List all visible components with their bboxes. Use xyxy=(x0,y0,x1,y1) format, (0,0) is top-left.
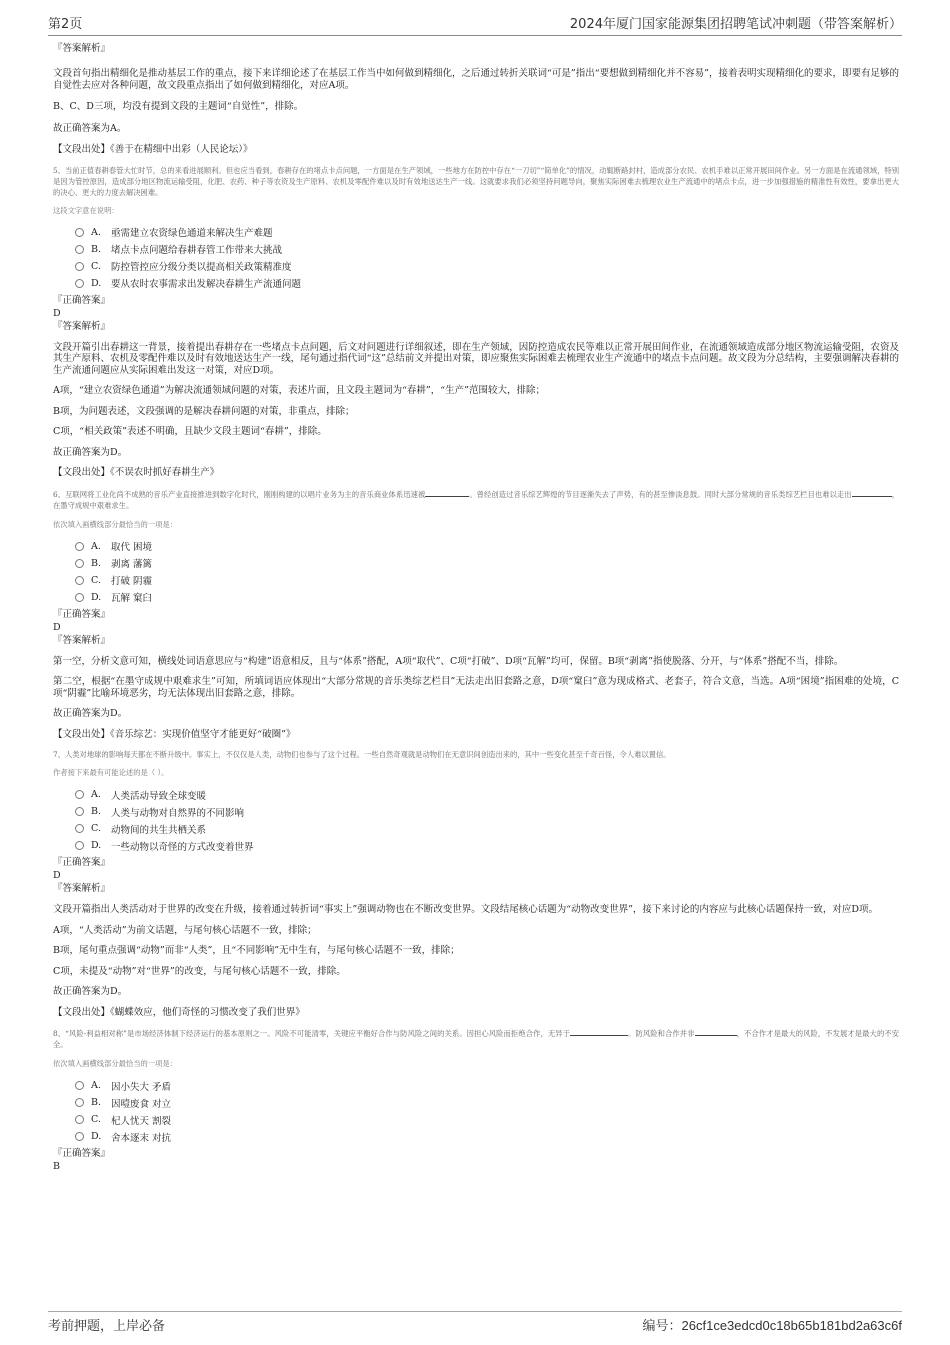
analysis-paragraph: 文段首句指出精细化是推动基层工作的重点，接下来详细论述了在基层工作当中如何做到精细化，之后通过转折关联词“可是”指出“要想做到精细化并不容易”，接着表明实现精细化的要求，即要有足够的自觉性去应对各种问题，故文段重点指出了如何做到精细化，对应A项。 xyxy=(53,68,899,91)
radio-button[interactable] xyxy=(75,1081,84,1090)
answer-label: 『正确答案』 xyxy=(53,857,111,868)
answer-value: B xyxy=(53,1161,60,1172)
option-a[interactable]: A. 亟需建立农资绿色通道来解决生产难题 xyxy=(75,224,899,241)
analysis-paragraph: 第二空，根据“在墨守成规中艰难求生”可知，所填词语应体现出“大部分常规的音乐类综艺栏目”无法走出旧套路之意，D项“窠臼”意为现成格式、老套子，符合文意，当选。A项“困境”指困难的处境，C项“阴霾”比喻环境恶劣，均无法体现出旧套路之意，排除。 xyxy=(53,676,899,699)
page-content xyxy=(53,42,899,1173)
option-b[interactable]: B. 因噎废食 对立 xyxy=(75,1094,899,1111)
radio-button[interactable] xyxy=(75,807,84,816)
source-citation: 【文段出处】《蝴蝶效应，他们奇怪的习惯改变了我们世界》 xyxy=(53,1006,305,1018)
question-prompt: 作者接下来最有可能论述的是（ ）。 xyxy=(53,768,169,777)
answer-value: D xyxy=(53,870,61,881)
analysis-paragraph: B、C、D三项，均没有提到文段的主题词“自觉性”，排除。 xyxy=(53,101,304,112)
option-list xyxy=(75,1077,899,1145)
answer-label: 『正确答案』 xyxy=(53,294,111,306)
radio-button[interactable] xyxy=(75,1098,84,1107)
fill-blank xyxy=(425,488,469,497)
analysis-conclusion: 故正确答案为D。 xyxy=(53,986,128,997)
radio-button[interactable] xyxy=(75,245,84,254)
option-d[interactable]: D. 舍本逐末 对抗 xyxy=(75,1128,899,1145)
analysis-paragraph: 文段开篇引出春耕这一背景，接着提出春耕存在一些堵点卡点问题，后文对问题进行详细叙述，即在生产领域，因防控造成农民等难以正常开展田间作业，在流通领域造成部分地区物流运输受阻，农资及其生产原料、农机及零配件难以及时有效地送达生产一线，尾句通过指代词“这”总结前文并提出对策，即应聚焦实际困难去梳理农业生产流通中的堵点卡点问题。故文段为分总结构，主要强调解决春耕的生产流通问题应从实际困难出发这一对策，对应D项。 xyxy=(53,341,899,376)
answer-value: D xyxy=(53,621,61,633)
option-c[interactable]: C. 打破 阴霾 xyxy=(75,572,899,589)
answer-label: 『正确答案』 xyxy=(53,1148,111,1159)
radio-button[interactable] xyxy=(75,1132,84,1141)
radio-button[interactable] xyxy=(75,841,84,850)
option-b[interactable]: B. 剥离 藩篱 xyxy=(75,555,899,572)
page-footer xyxy=(48,1311,902,1334)
option-a[interactable]: A. 人类活动导致全球变暖 xyxy=(75,786,899,803)
source-citation: 【文段出处】《善于在精细中出彩（人民论坛）》 xyxy=(53,144,253,155)
fill-blank xyxy=(695,1027,737,1036)
option-c[interactable]: C. 动物间的共生共栖关系 xyxy=(75,820,899,837)
page-header xyxy=(48,10,902,36)
analysis-label: 『答案解析』 xyxy=(53,883,111,894)
question-prompt: 依次填入画横线部分最恰当的一项是： xyxy=(53,1059,178,1068)
analysis-paragraph: C项，未提及“动物”对“世界”的改变，与尾句核心话题不一致，排除。 xyxy=(53,965,346,977)
radio-button[interactable] xyxy=(75,576,84,585)
analysis-paragraph: B项，尾句重点强调“动物”而非“人类”，且“不同影响”无中生有，与尾句核心话题不一致，排除； xyxy=(53,945,460,956)
radio-button[interactable] xyxy=(75,593,84,602)
question-prompt: 这段文字意在说明： xyxy=(53,205,119,215)
question-stem: 8、“风险-利益相对称”是市场经济体制下经济运行的基本原则之一。风险不可能清零，关键应平衡好合作与防风险之间的关系。因担心风险而拒绝合作，无异于 。防风险和合作并非 ，不合作才是最大的风险，不发展才是最大的不安全。 xyxy=(53,1029,900,1049)
answer-label: 『正确答案』 xyxy=(53,608,111,620)
option-d[interactable]: D. 一些动物以奇怪的方式改变着世界 xyxy=(75,837,899,854)
answer-value: D xyxy=(53,307,61,319)
analysis-label: 『答案解析』 xyxy=(53,320,111,332)
option-b[interactable]: B. 堵点卡点问题给春耕春管工作带来大挑战 xyxy=(75,241,899,258)
analysis-paragraph: B项，为问题表述，文段强调的是解决春耕问题的对策，非重点，排除； xyxy=(53,405,355,417)
radio-button[interactable] xyxy=(75,790,84,799)
analysis-paragraph: A项，“人类活动”为前文话题，与尾句核心话题不一致，排除； xyxy=(53,924,317,936)
option-d[interactable]: D. 瓦解 窠臼 xyxy=(75,589,899,606)
question-stem: 6、互联网将工业化尚不成熟的音乐产业直接推进到数字化时代，刚刚构建的以唱片业务为主的音乐商业体系迅速被 。曾经创造过音乐综艺辉煌的节目逐渐失去了声势，有的甚至惨淡息鼓。同时大部分常规的音乐类综艺栏目也难以走出 ，在墨守成规中艰难求生。 xyxy=(53,489,900,510)
footer-slogan: 考前押题，上岸必备 xyxy=(48,1319,166,1334)
analysis-label: 『答案解析』 xyxy=(53,634,111,646)
option-c[interactable]: C. 防控管控应分级分类以提高相关政策精准度 xyxy=(75,258,899,275)
radio-button[interactable] xyxy=(75,279,84,288)
analysis-paragraph: C项，“相关政策”表述不明确，且缺少文段主题词“春耕”，排除。 xyxy=(53,426,327,437)
radio-button[interactable] xyxy=(75,262,84,271)
document-code: 编号：26cf1ce3edcd0c18b65b181bd2a63c6f xyxy=(642,1318,902,1334)
analysis-paragraph: A项，“建立农资绿色通道”为解决流通领域问题的对策，表述片面，且文段主题词为“春耕”，“生产”范围较大，排除； xyxy=(53,385,546,396)
fill-blank xyxy=(852,488,892,497)
analysis-conclusion: 故正确答案为A。 xyxy=(53,122,127,134)
radio-button[interactable] xyxy=(75,1115,84,1124)
question-stem: 7、人类对地球的影响每天都在不断升级中。事实上，不仅仅是人类，动物们也参与了这个过程。一些自然奇观就是动物们在无意识间创造出来的，其中一些变化甚至千奇百怪，令人难以置信。 xyxy=(53,750,671,759)
option-b[interactable]: B. 人类与动物对自然界的不同影响 xyxy=(75,803,899,820)
document-title: 2024年厦门国家能源集团招聘笔试冲刺题（带答案解析） xyxy=(569,17,902,32)
analysis-label: 『答案解析』 xyxy=(53,43,111,54)
option-c[interactable]: C. 杞人忧天 割裂 xyxy=(75,1111,899,1128)
radio-button[interactable] xyxy=(75,559,84,568)
option-list xyxy=(75,224,899,292)
option-list xyxy=(75,786,899,854)
option-a[interactable]: A. 取代 困境 xyxy=(75,538,899,555)
fill-blank xyxy=(570,1027,628,1036)
option-d[interactable]: D. 要从农时农事需求出发解决春耕生产流通问题 xyxy=(75,275,899,292)
page-number: 第2页 xyxy=(48,17,83,32)
analysis-paragraph: 第一空，分析文意可知，横线处词语意思应与“构建”语意相反，且与“体系”搭配，A项“取代”、C项“打破”、D项“瓦解”均可，保留。B项“剥离”指使脱落、分开，与“体系”搭配不当，排除。 xyxy=(53,655,844,667)
analysis-conclusion: 故正确答案为D。 xyxy=(53,446,128,458)
option-a[interactable]: A. 因小失大 矛盾 xyxy=(75,1077,899,1094)
question-prompt: 依次填入画横线部分最恰当的一项是： xyxy=(53,519,178,529)
radio-button[interactable] xyxy=(75,228,84,237)
option-list xyxy=(75,538,899,606)
radio-button[interactable] xyxy=(75,542,84,551)
analysis-paragraph: 文段开篇指出人类活动对于世界的改变在升级，接着通过转折词“事实上”强调动物也在不断改变世界。文段结尾核心话题为“动物改变世界”，接下来讨论的内容应与此核心话题保持一致，对应D项。 xyxy=(53,904,879,915)
analysis-conclusion: 故正确答案为D。 xyxy=(53,708,128,719)
question-stem: 5、当前正值春耕春管大忙时节，总的来看进展顺利。但也应当看到，春耕存在的堵点卡点问题，一方面是在生产领域，一些地方在防控中存在“一刀切”“简单化”的情况，动辄断路封村，造成部分农民、农机手难以正常开展田间作业。另一方面是在流通领域，特别是因为管控原因，造成部分地区物流运输受阻，化肥、农药、种子等农资及生产原料、农机及零配件难以及时有效地送达生产一线。这就要求我们必须坚持问题导向，聚焦实际困难去梳理农业生产流通中的堵点卡点，进一步加强措施的精准性有效性，要拿出更大的决心、更大的力度去解决困难。 xyxy=(53,165,899,197)
source-citation: 【文段出处】《音乐综艺：实现价值坚守才能更好“破圈”》 xyxy=(53,728,296,740)
source-citation: 【文段出处】《不误农时抓好春耕生产》 xyxy=(53,467,220,478)
radio-button[interactable] xyxy=(75,824,84,833)
